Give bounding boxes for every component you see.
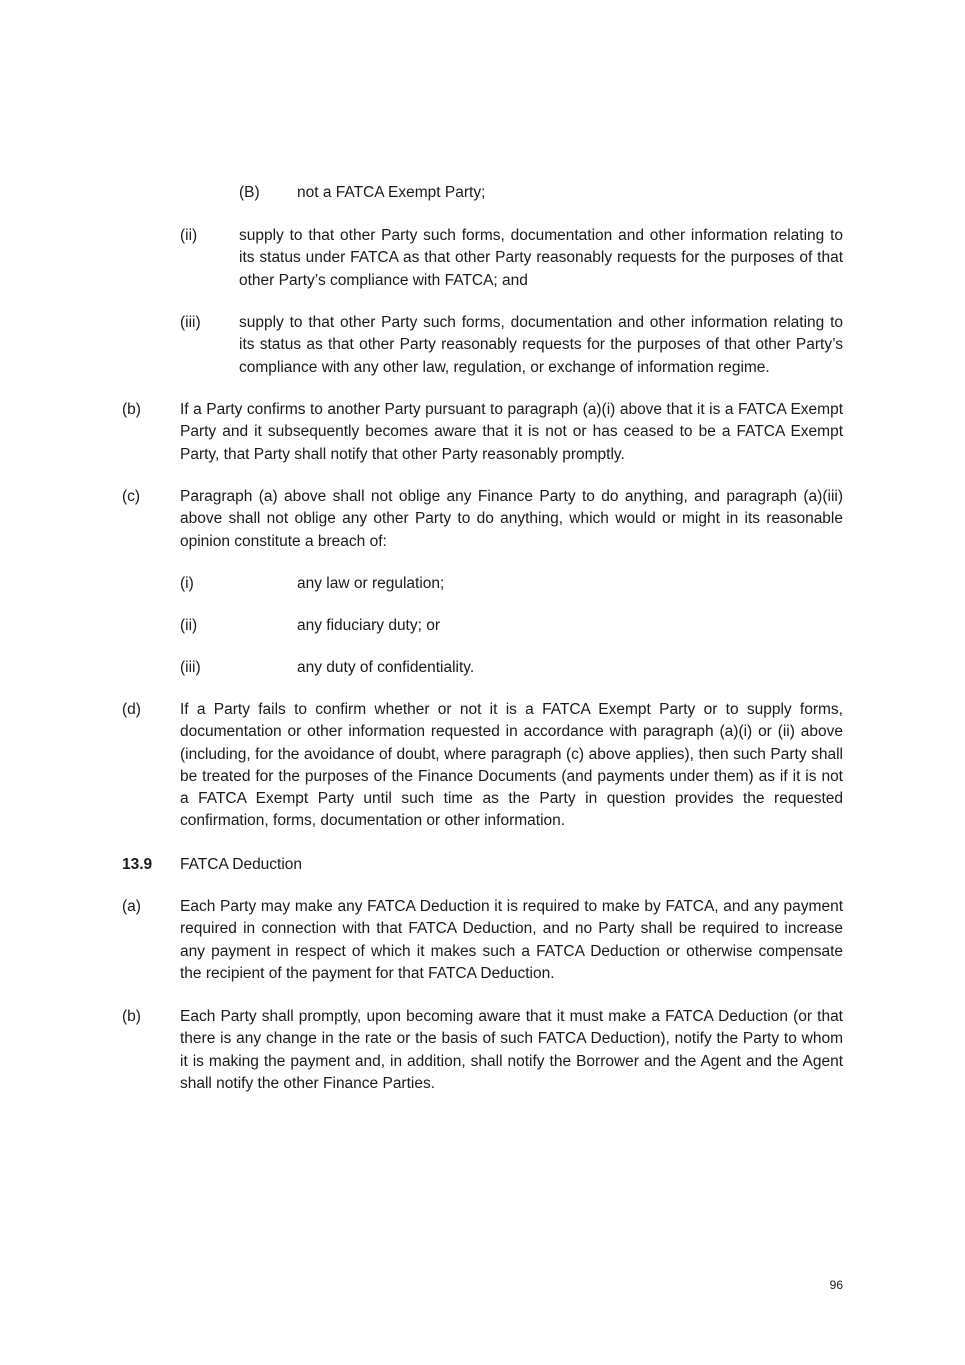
- clause-text: any duty of confidentiality.: [297, 659, 475, 676]
- clause-text: not a FATCA Exempt Party;: [297, 184, 486, 201]
- clause-label: (d): [122, 701, 141, 718]
- clause-label: (c): [122, 488, 141, 505]
- clause-text: Each Party may make any FATCA Deduction it is required to make by FATCA, and any payment required in connection with that FATCA Deduction, and no Party shall be required to increase any payment in respect of which it makes such a FATCA Deduction or otherwise compensate the recipient of the payment for that FATCA Deduction.: [180, 898, 843, 982]
- clause-text: any fiduciary duty; or: [297, 617, 441, 634]
- page-number: 96: [829, 1278, 843, 1292]
- clause-text: any law or regulation;: [297, 575, 445, 592]
- section-number: 13.9: [122, 856, 153, 873]
- clause-text: If a Party fails to confirm whether or not it is a FATCA Exempt Party or to supply forms, documentation or other information requested in accordance with paragraph (a)(i) or (ii) above (including, for the avoidance of doubt, where paragraph (c) above applies), then such Party shall be treated for the purposes of the Finance Documents (and payments under them) as if it is not a FATCA Exempt Party until such time as the Party in question provides the requested confirmation, forms, documentation or other information.: [180, 701, 843, 830]
- clause-label: (i): [180, 575, 194, 592]
- clause-label: (ii): [180, 617, 198, 634]
- clause-label: (ii): [180, 227, 198, 244]
- clause-text: supply to that other Party such forms, documentation and other information relating to its status as that other Party reasonably requests for the purposes of that other Party’s compliance with any other law, regulation, or exchange of information regime.: [239, 314, 843, 376]
- clause-label: (iii): [180, 314, 201, 331]
- clause-label: (iii): [180, 659, 201, 676]
- clause-text: Paragraph (a) above shall not oblige any Finance Party to do anything, and paragraph (a)(iii) above shall not oblige any other Party to do anything, which would or might in its reasonable opinion constitute a breach of:: [180, 488, 843, 550]
- clause-text: If a Party confirms to another Party pursuant to paragraph (a)(i) above that it is a FATCA Exempt Party and it subsequently becomes aware that it is not or has ceased to be a FATCA Exempt Party, that Party shall notify that other Party reasonably promptly.: [180, 401, 843, 463]
- clause-text: supply to that other Party such forms, documentation and other information relating to its status under FATCA as that other Party reasonably requests for the purposes of that other Party’s compliance with FATCA; and: [239, 227, 843, 289]
- clause-label: (B): [239, 184, 260, 201]
- clause-label: (a): [122, 898, 141, 915]
- clause-label: (b): [122, 1008, 141, 1025]
- clause-label: (b): [122, 401, 141, 418]
- section-title: FATCA Deduction: [180, 856, 303, 873]
- clause-text: Each Party shall promptly, upon becoming aware that it must make a FATCA Deduction (or that there is any change in the rate or the basis of such FATCA Deduction), notify the Party to whom it is making the payment and, in addition, shall notify the Borrower and the Agent and the Agent shall notify the other Finance Parties.: [180, 1008, 843, 1092]
